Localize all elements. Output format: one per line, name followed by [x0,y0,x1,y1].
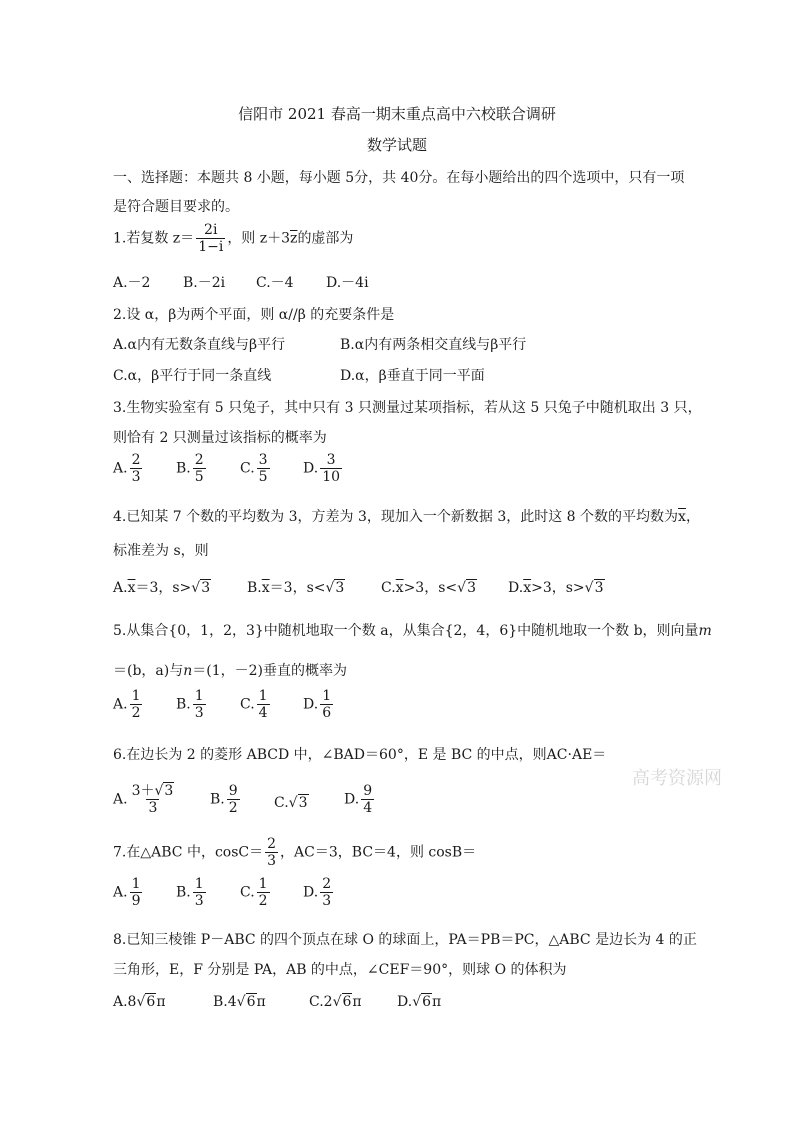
q5-option-b [176,688,208,721]
q7-stem-a: 7.在△ABC 中，cosC＝ [113,844,264,861]
q7-b-den: 3 [194,893,204,910]
q5-line2a: ＝(b，a)与 [113,663,184,679]
q5-a-den: 2 [131,705,141,722]
q4-xbar: $\overline{x}$ [678,509,686,525]
q1-frac-num: 2i [204,222,218,238]
q3-option-c [240,452,272,485]
q8-b-rad: 6 [246,994,256,1010]
q4-c-xbar: $\overline{x}$ [395,580,404,596]
question-5-stem-cont [113,660,347,680]
q4-d-sqrt: √3 [584,580,604,596]
q5-option-d [303,688,335,721]
q5-a-label: A. [113,696,128,713]
q5-c-num: 1 [258,688,268,704]
q6-option-a [113,783,178,816]
q7-c-fraction [257,876,270,909]
q6-option-d [344,783,376,816]
q8-c-label: C.2 [309,994,333,1010]
q6-a-den: 3 [148,800,158,817]
q5-line1: 5.从集合{0，1，2，3}中随机地取一个数 a，从集合{2，4，6}中随机地取一个数 b，则向量 [113,623,699,639]
q8-d-rad: 6 [422,994,432,1010]
q5-d-fraction [320,688,333,721]
q4-d-rel: >3，s> [531,580,585,596]
q5-d-num: 1 [322,688,332,704]
q3-option-a [113,452,144,485]
q3-d-num: 3 [326,452,336,468]
q6-vector-ae: AE [571,747,593,763]
q6-a-rad: 3 [164,783,174,799]
q4-d-rad: 3 [594,580,604,596]
q3-c-label: C. [240,460,255,477]
q4-a-rad: 3 [201,580,211,596]
q6-stem-b: ＝ [592,747,607,763]
q7-option-a [113,876,144,909]
q7-d-label: D. [303,884,319,901]
q3-a-fraction [130,452,143,485]
q6-d-label: D. [344,791,360,808]
q8-b-pi: π [256,994,266,1010]
question-3-stem-cont: 则恰有 2 只测量过该指标的概率为 [113,430,327,446]
question-5-stem [113,620,712,640]
q3-a-den: 3 [131,469,141,486]
question-8-stem: 8.已知三棱锥 P－ABC 的四个顶点在球 O 的球面上，PA＝PB＝PC，△ABC 是边长为 4 的正 [113,932,697,948]
q5-line2b: ＝(1，－2)垂直的概率为 [192,663,348,679]
q7-option-c [240,876,272,909]
q3-c-fraction [257,452,270,485]
q5-b-label: B. [176,696,191,713]
q3-b-fraction [193,452,206,485]
q8-a-sqrt: √6 [136,994,156,1010]
q4-d-label: D. [508,580,524,596]
q4-a-xbar: $\overline{x}$ [127,580,136,596]
q4-c-rel: >3，s< [403,580,458,596]
q6-a-num [130,783,177,799]
section-instructions: 一、选择题：本题共 8 小题，每小题 5分，共 40分。在每小题给出的四个选项中，只有一项 [113,170,685,186]
q5-b-den: 3 [194,705,204,722]
page-subtitle: 数学试题 [366,136,427,154]
q2-option-d: D.α，β垂直于同一平面 [340,368,485,384]
q4-a-sqrt: √3 [191,580,211,596]
q4-line1: 4.已知某 7 个数的平均数为 3，方差为 3，现加入一个新数据 3，此时这 8 个数的平均数为 [113,509,679,525]
q1-frac-den: 1−i [198,239,224,256]
q3-c-den: 5 [258,469,268,486]
q3-option-d [303,452,344,485]
q6-option-c [274,795,309,811]
q5-a-fraction [130,688,143,721]
q7-c-den: 2 [258,893,268,910]
question-6-stem [113,744,606,764]
q7-num: 2 [267,836,277,852]
q6-option-b [210,783,242,816]
q2-option-b: B.α内有两条相交直线与β平行 [340,337,527,353]
q7-d-fraction [320,876,333,909]
question-2-stem: 2.设 α，β为两个平面，则 α//β 的充要条件是 [113,307,395,323]
q7-b-num: 1 [194,876,204,892]
q2-option-c: C.α，β平行于同一条直线 [113,368,272,384]
q6-c-rad: 3 [298,795,308,811]
q5-b-fraction [193,688,206,721]
q4-b-label: B. [247,580,262,596]
q6-d-fraction [361,783,374,816]
q1-stem-b: ，则 z＋3 [227,230,291,247]
q1-zbar: $\overline{z}$ [290,230,298,247]
q1-stem-c: 的虚部为 [297,230,354,247]
q6-d-num: 9 [363,783,373,799]
q8-option-d [397,994,441,1010]
q8-option-a [113,994,166,1010]
q4-a-rel: ＝3，s> [135,580,192,596]
q5-b-num: 1 [194,688,204,704]
q1-fraction [196,222,225,255]
q8-option-c [309,994,362,1010]
q6-c-sqrt: √3 [288,795,308,811]
q7-a-fraction [130,876,143,909]
watermark: 高考资源网 [632,768,722,789]
q2-option-a: A.α内有无数条直线与β平行 [113,337,286,353]
q1-option-c: C.－4 [256,275,294,291]
q7-a-label: A. [113,884,128,901]
q5-option-c [240,688,272,721]
q6-dot: · [567,747,572,763]
q6-stem-a: 6.在边长为 2 的菱形 ABCD 中，∠BAD＝60°，E 是 BC 的中点，则 [113,747,547,763]
q7-den: 3 [267,853,277,870]
q3-b-label: B. [176,460,191,477]
q7-a-num: 1 [131,876,141,892]
q7-d-den: 3 [322,893,332,910]
q7-c-label: C. [240,884,255,901]
q4-option-b [247,577,345,597]
q4-b-rad: 3 [335,580,345,596]
q8-c-rad: 6 [342,994,352,1010]
q4-c-sqrt: √3 [457,580,476,596]
q7-b-fraction [193,876,206,909]
q3-b-den: 5 [194,469,204,486]
q7-d-num: 2 [322,876,332,892]
q4-c-label: C. [381,580,396,596]
q5-a-num: 1 [131,688,141,704]
q5-vector-m: m [698,623,712,639]
question-1-stem [113,222,353,255]
q6-b-fraction [227,783,240,816]
q4-c-rad: 3 [467,580,476,596]
q6-a-num-a: 3＋ [131,783,155,799]
q1-stem-a: 1.若复数 z＝ [113,230,195,247]
q4-option-a [113,577,211,597]
question-7-stem [113,836,476,869]
q6-vector-ac: AC [546,747,568,763]
question-4-stem [113,506,700,526]
q8-b-label: B.4 [213,994,237,1010]
q8-b-sqrt: √6 [236,994,256,1010]
q6-c-label: C. [274,795,289,811]
q7-fraction [265,836,278,869]
q1-option-b: B.－2i [183,275,226,291]
q4-b-sqrt: √3 [325,580,345,596]
q5-c-fraction [257,688,270,721]
q8-a-label: A.8 [113,994,137,1010]
q4-option-c [381,577,477,597]
q5-c-den: 4 [258,705,268,722]
q1-option-a: A.－2 [113,275,151,291]
q6-b-label: B. [210,791,225,808]
q8-option-b [213,994,266,1010]
q3-b-num: 2 [194,452,204,468]
q7-c-num: 1 [258,876,268,892]
q8-c-pi: π [352,994,362,1010]
section-instructions-cont: 是符合题目要求的。 [113,199,239,215]
q5-c-label: C. [240,696,255,713]
q8-a-pi: π [156,994,166,1010]
question-4-stem-cont: 标准差为 s，则 [113,543,209,559]
q6-b-num: 9 [228,783,238,799]
q3-option-b [176,452,208,485]
q3-d-label: D. [303,460,319,477]
q5-vector-n: n [183,663,193,679]
q4-b-rel: ＝3，s< [269,580,326,596]
q4-line1-end: ， [685,509,700,525]
q4-d-xbar: $\overline{x}$ [523,580,532,596]
q7-a-den: 9 [131,893,141,910]
question-3-stem: 3.生物实验室有 5 只兔子，其中只有 3 只测量过某项指标，若从这 5 只兔子中随机取出 3 只， [113,400,702,416]
q4-b-xbar: $\overline{x}$ [261,580,270,596]
q3-a-label: A. [113,460,128,477]
q3-c-num: 3 [258,452,268,468]
q7-b-label: B. [176,884,191,901]
q7-stem-b: ，AC＝3，BC＝4，则 cosB＝ [280,844,477,861]
q8-c-sqrt: √6 [332,994,352,1010]
q8-d-pi: π [432,994,442,1010]
q6-a-fraction [130,783,177,816]
q5-d-den: 6 [322,705,332,722]
q8-d-sqrt: √6 [412,994,432,1010]
page-title: 信阳市 2021 春高一期末重点高中六校联合调研 [238,105,556,123]
q6-a-label: A. [113,791,128,808]
q6-b-den: 2 [228,800,238,817]
q8-a-rad: 6 [146,994,156,1010]
q5-option-a [113,688,144,721]
q4-option-d [508,577,605,597]
q5-d-label: D. [303,696,319,713]
q4-a-label: A. [113,580,128,596]
q7-option-d [303,876,335,909]
q1-option-d: D.－4i [326,275,369,291]
q7-option-b [176,876,208,909]
q6-a-sqrt: √3 [154,783,174,799]
q3-d-fraction [320,452,342,485]
q8-d-label: D. [397,994,413,1010]
q3-a-num: 2 [131,452,141,468]
q3-d-den: 10 [322,469,341,486]
question-8-stem-cont: 三角形，E，F 分别是 PA，AB 的中点，∠CEF＝90°，则球 O 的体积为 [113,962,567,978]
q6-d-den: 4 [363,800,373,817]
